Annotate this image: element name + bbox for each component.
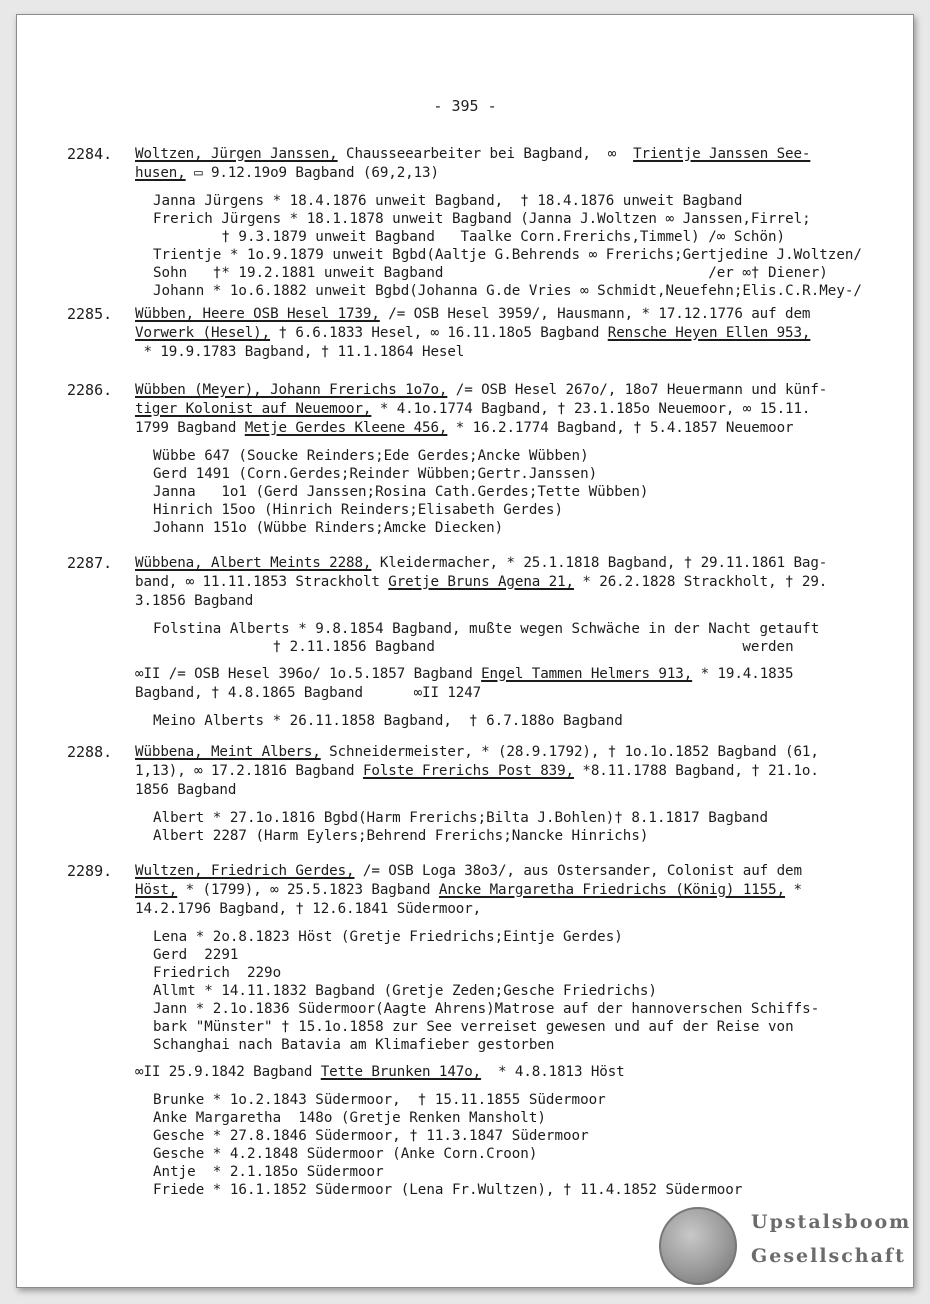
underlined-name: Wübbena, Albert Meints 2288, (135, 555, 372, 571)
entry-text: band, ∞ 11.11.1853 Strackholt (135, 574, 389, 590)
entry-text: * 16.2.1774 Bagband, † 5.4.1857 Neuemoor (447, 420, 794, 436)
child-line: Friede * 16.1.1852 Südermoor (Lena Fr.Wultzen), † 11.4.1852 Südermoor (153, 1182, 743, 1198)
entry-body (135, 305, 887, 362)
entry-text: 3.1856 Bagband (135, 593, 254, 609)
child-line: Johann * 1o.6.1882 unweit Bgbd(Johanna G.de Vries ∞ Schmidt,Neuefehn;Elis.C.R.Mey-/ (153, 283, 862, 299)
entry-number: 2288. (67, 743, 113, 761)
child-line: Folstina Alberts * 9.8.1854 Bagband, mußte wegen Schwäche in der Nacht getauft (153, 621, 820, 637)
entry-line (135, 862, 887, 881)
entry-text: ∞II 25.9.1842 Bagband (135, 1064, 321, 1080)
entry-text: /= OSB Loga 38o3/, aus Ostersander, Colonist auf dem (354, 863, 802, 879)
entry-line (135, 381, 887, 400)
entry-line (135, 305, 887, 324)
entry-body (135, 862, 887, 1199)
entry-text: /= OSB Hesel 267o/, 18o7 Heuermann und künf- (447, 382, 828, 398)
entry-text: 1856 Bagband (135, 782, 237, 798)
entry-text: Chausseearbeiter bei Bagband, ∞ (337, 146, 634, 162)
entry-line (135, 573, 887, 592)
entry-text: ▭ 9.12.19o9 Bagband (69,2,13) (185, 165, 439, 181)
child-line: Gesche * 4.2.1848 Südermoor (Anke Corn.Croon) (153, 1146, 538, 1162)
spacer (135, 919, 887, 928)
underlined-name: Wübbena, Meint Albers, (135, 744, 321, 760)
entry-number: 2285. (67, 305, 113, 323)
child-line: Albert 2287 (Harm Eylers;Behrend Frerichs;Nancke Hinrichs) (153, 828, 649, 844)
entry-text: * 4.1o.1774 Bagband, † 23.1.185o Neuemoor, ∞ 15.11. (371, 401, 811, 417)
child-line: Friedrich 229o (153, 965, 282, 981)
entry-number: 2284. (67, 145, 113, 163)
child-line: Allmt * 14.11.1832 Bagband (Gretje Zeden;Gesche Friedrichs) (153, 983, 657, 999)
logo-line-2: Gesellschaft (751, 1245, 906, 1267)
underlined-name: Wübben (Meyer), Johann Frerichs 1o7o, (135, 382, 448, 398)
entry-text: * (785, 882, 802, 898)
entry-body (135, 743, 887, 845)
entry-line (135, 419, 887, 438)
entry-text: * 19.9.1783 Bagband, † 11.1.1864 Hesel (135, 344, 465, 360)
spacer (135, 183, 887, 192)
child-line: Brunke * 1o.2.1843 Südermoor, † 15.11.1855 Südermoor (153, 1092, 606, 1108)
child-line: † 2.11.1856 Bagband werden (153, 639, 794, 655)
underlined-name: tiger Kolonist auf Neuemoor, (135, 401, 372, 417)
child-line: Gerd 1491 (Corn.Gerdes;Reinder Wübben;Gertr.Janssen) (153, 466, 598, 482)
seal-icon (659, 1207, 737, 1285)
entry-line (135, 554, 887, 573)
entry-text: /= OSB Hesel 3959/, Hausmann, * 17.12.1776 auf dem (379, 306, 811, 322)
child-line: Schanghai nach Batavia am Klimafieber gestorben (153, 1037, 555, 1053)
child-line: Anke Margaretha 148o (Gretje Renken Mansholt) (153, 1110, 546, 1126)
page-number: - 395 - (433, 97, 497, 115)
entry-text: * 4.8.1813 Höst (481, 1064, 625, 1080)
entry-line (135, 781, 887, 800)
underlined-name: Trientje Janssen See- (633, 146, 811, 162)
underlined-name: Höst, (135, 882, 178, 898)
logo-line-1: Upstalsboom (751, 1211, 912, 1233)
child-line: Meino Alberts * 26.11.1858 Bagband, † 6.7.188o Bagband (153, 713, 623, 729)
entry-body (135, 381, 887, 537)
entry-text: 1799 Bagband (135, 420, 245, 436)
spacer (135, 703, 887, 712)
entry-text: ∞II /= OSB Hesel 396o/ 1o.5.1857 Bagband (135, 666, 482, 682)
underlined-name: Wübben, Heere OSB Hesel 1739, (135, 306, 380, 322)
marriage-line (135, 665, 887, 684)
entry-line (135, 881, 887, 900)
underlined-name: Vorwerk (Hesel), (135, 325, 271, 341)
entry-text: Schneidermeister, * (28.9.1792), † 1o.1o.1852 Bagband (61, (320, 744, 819, 760)
entry-text: † 6.6.1833 Hesel, ∞ 16.11.18o5 Bagband (270, 325, 608, 341)
child-line: Hinrich 15oo (Hinrich Reinders;Elisabeth Gerdes) (153, 502, 563, 518)
spacer (135, 611, 887, 620)
marriage-line (135, 1063, 887, 1082)
entry-number: 2289. (67, 862, 113, 880)
underlined-name: Gretje Bruns Agena 21, (388, 574, 574, 590)
marriage-line (135, 684, 887, 703)
underlined-name: Woltzen, Jürgen Janssen, (135, 146, 338, 162)
child-line: Wübbe 647 (Soucke Reinders;Ede Gerdes;Ancke Wübben) (153, 448, 589, 464)
child-line: Janna 1o1 (Gerd Janssen;Rosina Cath.Gerdes;Tette Wübben) (153, 484, 649, 500)
underlined-name: Engel Tammen Helmers 913, (481, 666, 693, 682)
document-page (16, 14, 914, 1288)
spacer (135, 800, 887, 809)
child-line: Trientje * 1o.9.1879 unweit Bgbd(Aaltje G.Behrends ∞ Frerichs;Gertjedine J.Woltzen/ (153, 247, 862, 263)
entry-line (135, 592, 887, 611)
entry-line (135, 900, 887, 919)
entry-text: * (1799), ∞ 25.5.1823 Bagband (177, 882, 439, 898)
spacer (135, 438, 887, 447)
underlined-name: Metje Gerdes Kleene 456, (244, 420, 448, 436)
entry-text: * 26.2.1828 Strackholt, † 29. (573, 574, 828, 590)
underlined-name: husen, (135, 165, 186, 181)
underlined-name: Rensche Heyen Ellen 953, (607, 325, 811, 341)
child-line: Johann 151o (Wübbe Rinders;Amcke Diecken) (153, 520, 504, 536)
child-line: Sohn †* 19.2.1881 unweit Bagband /er ∞† Diener) (153, 265, 828, 281)
entry-line (135, 324, 887, 343)
entry-text: *8.11.1788 Bagband, † 21.1o. (573, 763, 819, 779)
entry-line (135, 743, 887, 762)
child-line: Gesche * 27.8.1846 Südermoor, † 11.3.1847 Südermoor (153, 1128, 589, 1144)
child-line: bark "Münster" † 15.1o.1858 zur See verreiset gewesen und auf der Reise von (153, 1019, 794, 1035)
underlined-name: Wultzen, Friedrich Gerdes, (135, 863, 355, 879)
child-line: Frerich Jürgens * 18.1.1878 unweit Bagband (Janna J.Woltzen ∞ Janssen,Firrel; (153, 211, 811, 227)
entry-line (135, 164, 887, 183)
underlined-name: Ancke Margaretha Friedrichs (König) 1155, (438, 882, 786, 898)
entry-text: * 19.4.1835 (692, 666, 794, 682)
child-line: Lena * 2o.8.1823 Höst (Gretje Friedrichs;Eintje Gerdes) (153, 929, 623, 945)
spacer (135, 1082, 887, 1091)
child-line: Jann * 2.1o.1836 Südermoor(Aagte Ahrens)Matrose auf der hannoverschen Schiffs- (153, 1001, 820, 1017)
entry-body (135, 554, 887, 730)
spacer (135, 1054, 887, 1063)
entry-number: 2286. (67, 381, 113, 399)
child-line: † 9.3.1879 unweit Bagband Taalke Corn.Frerichs,Timmel) /∞ Schön) (153, 229, 786, 245)
entry-number: 2287. (67, 554, 113, 572)
entry-line (135, 762, 887, 781)
child-line: Antje * 2.1.185o Südermoor (153, 1164, 384, 1180)
entry-text: Kleidermacher, * 25.1.1818 Bagband, † 29.11.1861 Bag- (371, 555, 828, 571)
spacer (135, 656, 887, 665)
entry-body (135, 145, 887, 300)
entry-line (135, 343, 887, 362)
underlined-name: Folste Frerichs Post 839, (362, 763, 574, 779)
child-line: Janna Jürgens * 18.4.1876 unweit Bagband, † 18.4.1876 unweit Bagband (153, 193, 743, 209)
child-line: Albert * 27.1o.1816 Bgbd(Harm Frerichs;Bilta J.Bohlen)† 8.1.1817 Bagband (153, 810, 768, 826)
child-line: Gerd 2291 (153, 947, 239, 963)
entry-line (135, 400, 887, 419)
entry-text: 14.2.1796 Bagband, † 12.6.1841 Südermoor, (135, 901, 482, 917)
entry-text: Bagband, † 4.8.1865 Bagband ∞II 1247 (135, 685, 482, 701)
entry-line (135, 145, 887, 164)
entry-text: 1,13), ∞ 17.2.1816 Bagband (135, 763, 363, 779)
upstalsboom-logo (659, 1207, 912, 1285)
underlined-name: Tette Brunken 147o, (320, 1064, 482, 1080)
